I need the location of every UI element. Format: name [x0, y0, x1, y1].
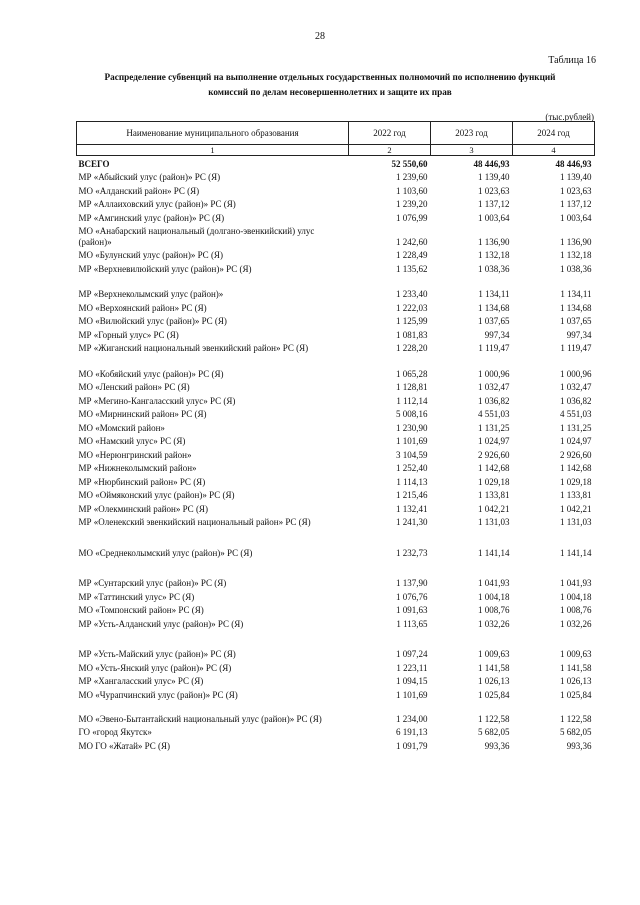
column-index: 4 — [513, 145, 595, 156]
municipality-name-cell: МР «Олекминский район» РС (Я) — [78, 503, 208, 514]
spacer-row — [77, 630, 595, 647]
table-row — [77, 660, 595, 674]
value-2024-cell: 1 131,25 — [560, 422, 592, 433]
municipality-name-cell: МО «Кобяйский улус (район)» РС (Я) — [78, 368, 224, 379]
table-row — [77, 248, 595, 262]
value-2024-cell: 1 023,63 — [560, 185, 592, 196]
value-2024-cell: 993,36 — [566, 740, 592, 751]
column-index: 2 — [349, 145, 431, 156]
municipality-name-cell: МО «Оймяконский улус (район)» РС (Я) — [78, 490, 235, 500]
value-2023-cell: 1 119,47 — [478, 343, 510, 353]
table-row — [77, 380, 595, 394]
column-header-name: Наименование муниципального образования — [77, 122, 349, 145]
value-2024-cell: 1 026,13 — [560, 676, 592, 686]
table-row — [77, 210, 595, 224]
table-row — [77, 501, 595, 515]
table-row — [77, 474, 595, 488]
value-2024-cell: 1 029,18 — [560, 476, 592, 487]
value-2023-cell: 1 131,25 — [478, 422, 510, 433]
value-2022-cell: 1 113,65 — [396, 618, 428, 629]
value-2022-cell: 1 076,99 — [396, 212, 428, 223]
municipality-name-cell: МР «Сунтарский улус (район)» РС (Я) — [78, 578, 227, 588]
value-2022-cell: 1 230,90 — [396, 422, 428, 433]
table-row — [77, 647, 595, 661]
municipality-name-cell: МР «Верхневилюйский улус (район)» РС (Я) — [78, 263, 252, 274]
table-row — [77, 576, 595, 590]
table-body — [77, 156, 595, 752]
value-2023-cell: 1 032,47 — [478, 382, 510, 392]
value-2024-cell: 1 003,64 — [560, 212, 592, 223]
value-2023-cell: 1 134,11 — [478, 289, 510, 299]
value-2024-cell: 48 446,93 — [555, 158, 592, 169]
value-2022-cell: 1 065,28 — [396, 368, 428, 379]
units-label: (тыс.рублей) — [545, 112, 594, 122]
table-row — [77, 488, 595, 502]
table-row — [77, 327, 595, 341]
value-2023-cell: 997,34 — [484, 329, 510, 340]
value-2022-cell: 1 135,62 — [396, 263, 428, 274]
municipality-name-cell: МР «Нюрбинский район» РС (Я) — [78, 476, 206, 487]
table-row — [77, 434, 595, 448]
value-2023-cell: 1 136,90 — [478, 236, 510, 247]
table-row — [77, 447, 595, 461]
table-row — [77, 393, 595, 407]
value-2024-cell: 1 137,12 — [560, 199, 592, 209]
municipality-name-cell: МР «Аллаиховский улус (район)» РС (Я) — [78, 199, 236, 209]
value-2022-cell: 1 215,46 — [396, 490, 428, 500]
value-2024-cell: 1 037,65 — [560, 316, 592, 326]
table-row — [77, 420, 595, 434]
column-index: 3 — [431, 145, 513, 156]
table-row — [77, 341, 595, 355]
column-header-2022: 2022 год — [349, 122, 431, 145]
municipality-name-cell: МР «Абыйский улус (район)» РС (Я) — [78, 172, 221, 182]
spacer-cell — [349, 559, 431, 576]
value-2023-cell: 1 141,14 — [478, 547, 510, 558]
spacer-row — [77, 354, 595, 366]
municipality-name-cell: МО «Эвено-Бытантайский национальный улус (район)» РС (Я) — [78, 713, 322, 724]
table-row — [77, 589, 595, 603]
table-row — [77, 603, 595, 617]
value-2022-cell: 1 239,20 — [396, 199, 428, 209]
value-2024-cell: 1 139,40 — [560, 172, 592, 182]
value-2023-cell: 1 142,68 — [478, 463, 510, 473]
subsidy-table — [76, 121, 595, 752]
spacer-cell — [431, 354, 513, 366]
table-row — [77, 701, 595, 725]
value-2022-cell: 1 103,60 — [396, 185, 428, 196]
spacer-cell — [349, 354, 431, 366]
title-line-1: Распределение субвенций на выполнение отдельных государственных полномочий по исполнению функций — [104, 72, 556, 82]
spacer-cell — [431, 528, 513, 545]
municipality-name-cell: ВСЕГО — [78, 158, 110, 169]
value-2023-cell: 1 139,40 — [478, 172, 510, 182]
value-2022-cell: 1 101,69 — [396, 436, 428, 446]
value-2022-cell: 1 242,60 — [396, 236, 428, 247]
column-header-2023: 2023 год — [431, 122, 513, 145]
value-2022-cell: 1 222,03 — [396, 302, 428, 313]
value-2022-cell: 1 081,83 — [396, 329, 428, 340]
value-2024-cell: 1 009,63 — [560, 649, 592, 659]
value-2024-cell: 1 041,93 — [560, 578, 592, 588]
value-2023-cell: 1 131,03 — [478, 517, 510, 527]
municipality-name-cell: МР «Жиганский национальный эвенкийский район» РС (Я) — [78, 343, 309, 353]
value-2024-cell: 1 032,47 — [560, 382, 592, 392]
value-2023-cell: 1 025,84 — [478, 689, 510, 700]
value-2024-cell: 1 042,21 — [560, 503, 592, 514]
municipality-name-cell: МО «Ленский район» РС (Я) — [78, 382, 190, 392]
municipality-name-cell: МР «Усть-Майский улус (район)» РС (Я) — [78, 649, 236, 659]
spacer-cell — [349, 528, 431, 545]
value-2022-cell: 1 252,40 — [396, 463, 428, 473]
spacer-cell — [431, 630, 513, 647]
value-2022-cell: 1 234,00 — [396, 713, 428, 724]
value-2023-cell: 1 024,97 — [478, 436, 510, 446]
value-2023-cell: 1 023,63 — [478, 185, 510, 196]
spacer-cell — [77, 559, 349, 576]
value-2024-cell: 1 025,84 — [560, 689, 592, 700]
table-row — [77, 545, 595, 559]
table-row — [77, 183, 595, 197]
table-row — [77, 261, 595, 275]
value-2022-cell: 1 091,79 — [396, 740, 428, 751]
value-2022-cell: 1 125,99 — [396, 316, 428, 326]
table-row — [77, 300, 595, 314]
value-2024-cell: 1 036,82 — [560, 395, 592, 406]
municipality-name-cell: МР «Нижнеколымский район» — [78, 463, 197, 473]
value-2023-cell: 1 122,58 — [478, 713, 510, 724]
municipality-name-cell: МР «Хангаласский улус» РС (Я) — [78, 676, 204, 686]
municipality-name-cell: МО ГО «Жатай» РС (Я) — [78, 740, 171, 751]
municipality-name-cell: МР «Верхнеколымский улус (район)» — [78, 289, 224, 299]
table-row — [77, 287, 595, 301]
municipality-name-cell: МО «Мирнинский район» РС (Я) — [78, 409, 207, 419]
value-2024-cell: 1 038,36 — [560, 263, 592, 274]
value-2022-cell: 52 550,60 — [391, 158, 428, 169]
spacer-cell — [77, 354, 349, 366]
spacer-row — [77, 559, 595, 576]
value-2024-cell: 1 131,03 — [560, 517, 592, 527]
table-row — [77, 366, 595, 380]
value-2023-cell: 1 041,93 — [478, 578, 510, 588]
value-2024-cell: 4 551,03 — [560, 409, 592, 419]
spacer-cell — [77, 528, 349, 545]
title-line-2: комиссий по делам несовершеннолетних и защите их прав — [208, 87, 452, 97]
municipality-name-cell: МО «Среднеколымский улус (район)» РС (Я) — [78, 547, 253, 558]
spacer-cell — [77, 275, 349, 287]
value-2022-cell: 1 101,69 — [396, 689, 428, 700]
municipality-name-cell: МР «Таттинский улус» РС (Я) — [78, 591, 195, 602]
page-number: 28 — [315, 31, 325, 42]
spacer-row — [77, 275, 595, 287]
document-title — [70, 70, 590, 100]
value-2022-cell: 1 076,76 — [396, 591, 428, 602]
municipality-name-cell: МР «Оленекский эвенкийский национальный район» РС (Я) — [78, 517, 311, 527]
value-2022-cell: 5 008,16 — [396, 409, 428, 419]
value-2024-cell: 1 004,18 — [560, 591, 592, 602]
value-2022-cell: 6 191,13 — [396, 727, 428, 737]
value-2022-cell: 1 091,63 — [396, 605, 428, 615]
table-row — [77, 197, 595, 211]
spacer-cell — [431, 275, 513, 287]
value-2023-cell: 1 038,36 — [478, 263, 510, 274]
spacer-cell — [349, 275, 431, 287]
value-2022-cell: 1 228,20 — [396, 343, 428, 353]
value-2023-cell: 1 141,58 — [478, 662, 510, 673]
value-2023-cell: 1 000,96 — [478, 368, 510, 379]
municipality-name-cell: МР «Усть-Алданский улус (район)» РС (Я) — [78, 618, 244, 629]
value-2023-cell: 4 551,03 — [478, 409, 510, 419]
value-2024-cell: 2 926,60 — [560, 449, 592, 460]
value-2023-cell: 2 926,60 — [478, 449, 510, 460]
municipality-name-cell: МО «Нерюнгринский район» — [78, 449, 192, 460]
value-2022-cell: 1 232,73 — [396, 547, 428, 558]
value-2024-cell: 1 000,96 — [560, 368, 592, 379]
value-2024-cell: 1 119,47 — [560, 343, 592, 353]
spacer-cell — [513, 275, 595, 287]
spacer-cell — [349, 630, 431, 647]
municipality-name-cell: МО «Анабарский национальный (долгано-эвенкийский) улус (район)» — [78, 225, 315, 247]
spacer-row — [77, 528, 595, 545]
municipality-name-cell: МО «Вилюйский улус (район)» РС (Я) — [78, 316, 227, 326]
column-index: 1 — [77, 145, 349, 156]
spacer-cell — [77, 630, 349, 647]
value-2023-cell: 1 009,63 — [478, 649, 510, 659]
value-2022-cell: 1 112,14 — [396, 395, 428, 406]
value-2024-cell: 1 032,26 — [560, 618, 592, 629]
value-2024-cell: 997,34 — [566, 329, 592, 340]
value-2023-cell: 1 032,26 — [478, 618, 510, 629]
table-row — [77, 616, 595, 630]
value-2024-cell: 1 008,76 — [560, 605, 592, 615]
value-2022-cell: 1 223,11 — [396, 662, 428, 673]
column-header-2024: 2024 год — [513, 122, 595, 145]
spacer-cell — [431, 559, 513, 576]
municipality-name-cell: МО «Чурапчинский улус (район)» РС (Я) — [78, 689, 238, 700]
municipality-name-cell: МР «Мегино-Кангаласский улус» РС (Я) — [78, 395, 236, 406]
value-2024-cell: 1 141,14 — [560, 547, 592, 558]
value-2024-cell: 1 024,97 — [560, 436, 592, 446]
spacer-cell — [513, 528, 595, 545]
value-2022-cell: 1 228,49 — [396, 250, 428, 260]
municipality-name-cell: МО «Томпонский район» РС (Я) — [78, 605, 204, 615]
value-2024-cell: 5 682,05 — [560, 727, 592, 737]
value-2024-cell: 1 136,90 — [560, 236, 592, 247]
municipality-name-cell: МО «Алданский район» РС (Я) — [78, 185, 200, 196]
spacer-cell — [513, 630, 595, 647]
value-2022-cell: 1 132,41 — [396, 503, 428, 514]
value-2023-cell: 1 004,18 — [478, 591, 510, 602]
municipality-name-cell: ГО «город Якутск» — [78, 727, 152, 737]
value-2023-cell: 1 133,81 — [478, 490, 510, 500]
column-index-row — [77, 145, 595, 156]
value-2023-cell: 1 003,64 — [478, 212, 510, 223]
table-row — [77, 314, 595, 328]
municipality-name-cell: МО «Намский улус» РС (Я) — [78, 436, 186, 446]
table-row — [77, 407, 595, 421]
value-2023-cell: 1 008,76 — [478, 605, 510, 615]
value-2024-cell: 1 134,68 — [560, 302, 592, 313]
municipality-name-cell: МР «Горный улус» РС (Я) — [78, 329, 179, 340]
value-2023-cell: 1 132,18 — [478, 250, 510, 260]
table-row — [77, 224, 595, 248]
value-2023-cell: 1 137,12 — [478, 199, 510, 209]
value-2024-cell: 1 142,68 — [560, 463, 592, 473]
value-2024-cell: 1 134,11 — [560, 289, 592, 299]
value-2022-cell: 1 239,60 — [396, 172, 428, 182]
table-row — [77, 687, 595, 701]
table-row — [77, 674, 595, 688]
value-2024-cell: 1 122,58 — [560, 713, 592, 724]
value-2023-cell: 5 682,05 — [478, 727, 510, 737]
municipality-name-cell: МР «Амгинский улус (район)» РС (Я) — [78, 212, 225, 223]
municipality-name-cell: МО «Верхоянский район» РС (Я) — [78, 302, 207, 313]
value-2022-cell: 1 137,90 — [396, 578, 428, 588]
value-2024-cell: 1 141,58 — [560, 662, 592, 673]
value-2022-cell: 1 094,15 — [396, 676, 428, 686]
value-2022-cell: 1 241,30 — [396, 517, 428, 527]
table-row — [77, 170, 595, 184]
value-2023-cell: 1 029,18 — [478, 476, 510, 487]
table-row — [77, 738, 595, 752]
value-2022-cell: 3 104,59 — [396, 449, 428, 460]
municipality-name-cell: МО «Момский район» — [78, 422, 165, 433]
value-2023-cell: 1 037,65 — [478, 316, 510, 326]
municipality-name-cell: МО «Булунский улус (район)» РС (Я) — [78, 250, 223, 260]
value-2023-cell: 1 026,13 — [478, 676, 510, 686]
value-2023-cell: 993,36 — [484, 740, 510, 751]
value-2023-cell: 1 042,21 — [478, 503, 510, 514]
value-2022-cell: 1 233,40 — [396, 289, 428, 299]
value-2024-cell: 1 132,18 — [560, 250, 592, 260]
table-label: Таблица 16 — [548, 55, 596, 66]
value-2023-cell: 1 134,68 — [478, 302, 510, 313]
table-row — [77, 461, 595, 475]
value-2022-cell: 1 128,81 — [396, 382, 428, 392]
table-row — [77, 515, 595, 529]
value-2023-cell: 1 036,82 — [478, 395, 510, 406]
value-2022-cell: 1 114,13 — [396, 476, 428, 487]
table-row — [77, 725, 595, 739]
municipality-name-cell: МО «Усть-Янский улус (район)» РС (Я) — [78, 662, 232, 673]
value-2024-cell: 1 133,81 — [560, 490, 592, 500]
total-row — [77, 156, 595, 170]
header-row — [77, 122, 595, 145]
value-2022-cell: 1 097,24 — [396, 649, 428, 659]
value-2023-cell: 48 446,93 — [473, 158, 510, 169]
spacer-cell — [513, 354, 595, 366]
spacer-cell — [513, 559, 595, 576]
